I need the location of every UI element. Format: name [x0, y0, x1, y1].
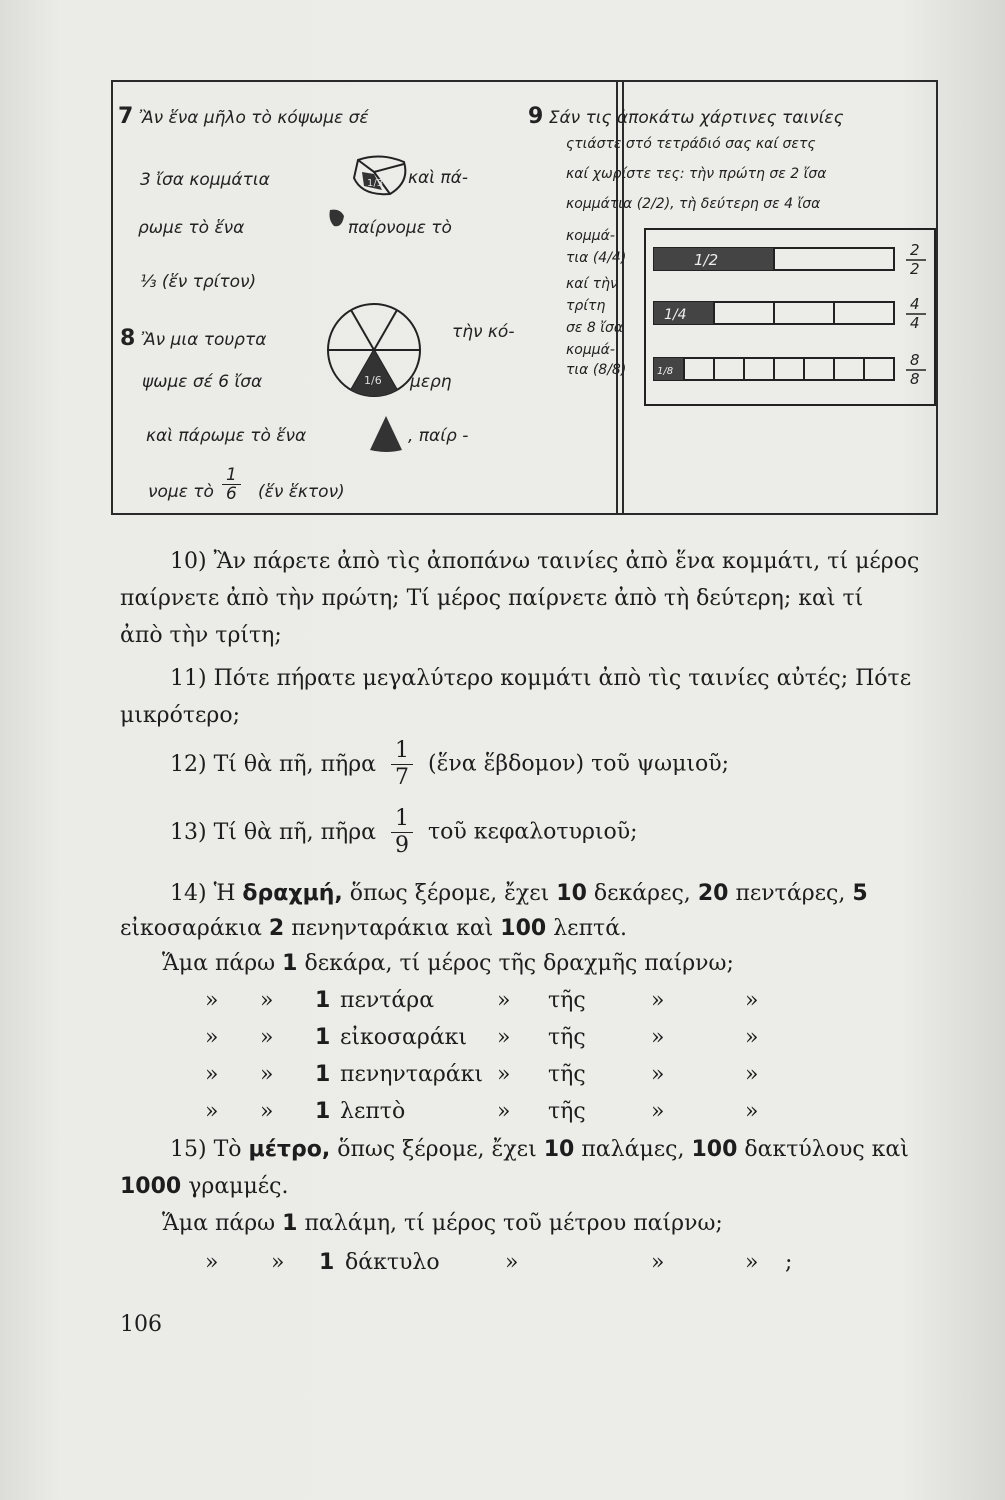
question-10	[120, 546, 940, 652]
exercise-8-line-1b: τὴν κό-	[452, 322, 515, 342]
exercise-9-side-6: κομμά-	[566, 342, 615, 358]
question-10-line-2: παίρνετε ἀπὸ τὴν πρώτη; Τί μέρος παίρνετε ἀπὸ τὴ δεύτερη; καὶ τί	[120, 586, 864, 611]
exercise-9-side-2: τια (4/4)	[566, 250, 627, 266]
question-14	[120, 878, 940, 980]
exercise-9-line-4: κομμάτια (2/2), τὴ δεύτερη σε 4 ἴσα	[566, 196, 821, 212]
strip-3-label: 1/8	[657, 366, 674, 377]
page-number: 106	[120, 1312, 162, 1337]
exercise-9-side-5: σε 8 ἴσα	[566, 320, 624, 336]
question-15-line-2: 1000 γραμμές.	[120, 1174, 289, 1199]
sixth-fraction: $\frac{1}{6}$	[222, 466, 241, 503]
exercise-8-line-1a: 8 Ἂν μια τουρτα	[120, 326, 267, 351]
strip-eighths	[654, 358, 894, 380]
strip-2-den: 4	[910, 314, 920, 332]
exercise-9-line-1: 9 Σάν τις ἀποκάτω χάρτινες ταινίες	[528, 104, 844, 129]
question-11-line-2: μικρότερο;	[120, 703, 241, 728]
question-14-line-2: εἰκοσαράκια 2 πενηνταράκια καὶ 100 λεπτά.	[120, 916, 628, 941]
question-15-ask: Ἅμα πάρω 1 παλάμη, τί μέρος τοῦ μέτρου παίρνω;	[162, 1211, 723, 1236]
question-10-line-1: 10) Ἂν πάρετε ἀπὸ τὶς ἀποπάνω ταινίες ἀπὸ ἕνα κομμάτι, τί μέρος	[170, 549, 920, 574]
question-12-prefix: 12) Τί θὰ πῆ, πῆρα	[170, 751, 377, 777]
strip-3-den: 8	[910, 370, 920, 388]
question-10-line-3: ἀπὸ τὴν τρίτη;	[120, 623, 282, 648]
question-12	[120, 738, 940, 791]
pie-fraction-label: 1/6	[364, 374, 382, 387]
strip-2-label: 1/4	[664, 307, 687, 323]
apple-slice-icon	[326, 206, 348, 230]
apple-fraction-label: 1/3	[367, 178, 384, 189]
strip-1-label: 1/2	[694, 251, 719, 269]
one-ninth-fraction: $\frac{1}{9}$	[391, 806, 413, 859]
exercise-9-line-2: ςτιάστε στό τετράδιό σας καί σετς	[566, 136, 816, 152]
question-11	[120, 663, 940, 732]
strip-halves	[654, 248, 894, 270]
exercise-7-line-2b: καὶ πά-	[408, 168, 468, 188]
question-14-ask: Ἅμα πάρω 1 δεκάρα, τί μέρος τῆς δραχμῆς παίρνω;	[162, 951, 734, 976]
question-13	[120, 806, 940, 859]
question-15-line-1: 15) Τὸ μέτρο, ὅπως ξέρομε, ἔχει 10 παλάμες, 100 δακτύλους καὶ	[170, 1137, 909, 1162]
one-seventh-fraction: $\frac{1}{7}$	[391, 738, 413, 791]
exercise-7-line-4: ⅓ (ἕν τρίτον)	[140, 272, 257, 292]
exercise-8-line-3a: καὶ πάρωμε τὸ ἕνα	[146, 426, 307, 446]
cut-apple-drawing	[350, 152, 410, 198]
paper-strips-drawing	[644, 228, 938, 408]
question-14-line-1: 14) Ἡ δραχμή, ὅπως ξέρομε, ἔχει 10 δεκάρες, 20 πεντάρες, 5	[170, 881, 868, 906]
strip-quarters	[654, 302, 894, 324]
strip-2-num: 4	[910, 295, 920, 313]
question-13-prefix: 13) Τί θὰ πῆ, πῆρα	[170, 819, 377, 845]
exercise-8-line-2a: ψωμε σέ 6 ἴσα	[142, 372, 263, 392]
exercise-9-line-3: καί χωρίστε τες: τὴν πρώτη σε 2 ἴσα	[566, 166, 827, 182]
strip-3-num: 8	[910, 351, 920, 369]
strip-1-num: 2	[910, 241, 920, 259]
question-12-suffix: (ἕνα ἕβδομον) τοῦ ψωμιοῦ;	[428, 751, 730, 777]
exercise-8-line-4a: νομε τὸ	[148, 482, 214, 502]
cake-slice-icon	[366, 412, 406, 454]
exercise-7-line-1: 7 Ἂν ἕνα μῆλο τὸ κόψωμε σέ	[118, 104, 369, 129]
strip-1-den: 2	[910, 260, 920, 278]
exercise-8-line-4b: (ἕν ἕκτον)	[258, 482, 345, 502]
exercise-9-side-4: τρίτη	[566, 298, 606, 314]
question-11-line-1: 11) Πότε πήρατε μεγαλύτερο κομμάτι ἀπὸ τὶς ταινίες αὐτές; Πότε	[170, 666, 912, 691]
cake-pie-drawing	[324, 300, 424, 400]
question-13-suffix: τοῦ κεφαλοτυριοῦ;	[428, 819, 638, 845]
exercise-8-line-2b: μερη	[410, 372, 452, 392]
exercise-7-line-2a: 3 ἴσα κομμάτια	[140, 170, 270, 190]
exercise-9-side-3: καί τὴν	[566, 276, 618, 292]
question-15	[120, 1134, 940, 1240]
exercise-8-line-3b: , παίρ -	[408, 426, 469, 446]
exercise-9-side-7: τια (8/8)	[566, 362, 627, 378]
exercise-7-line-3a: ρωμε τὸ ἕνα	[138, 218, 245, 238]
exercise-9-side-1: κομμά-	[566, 228, 615, 244]
exercise-7-line-3b: παίρνομε τὸ	[348, 218, 452, 238]
